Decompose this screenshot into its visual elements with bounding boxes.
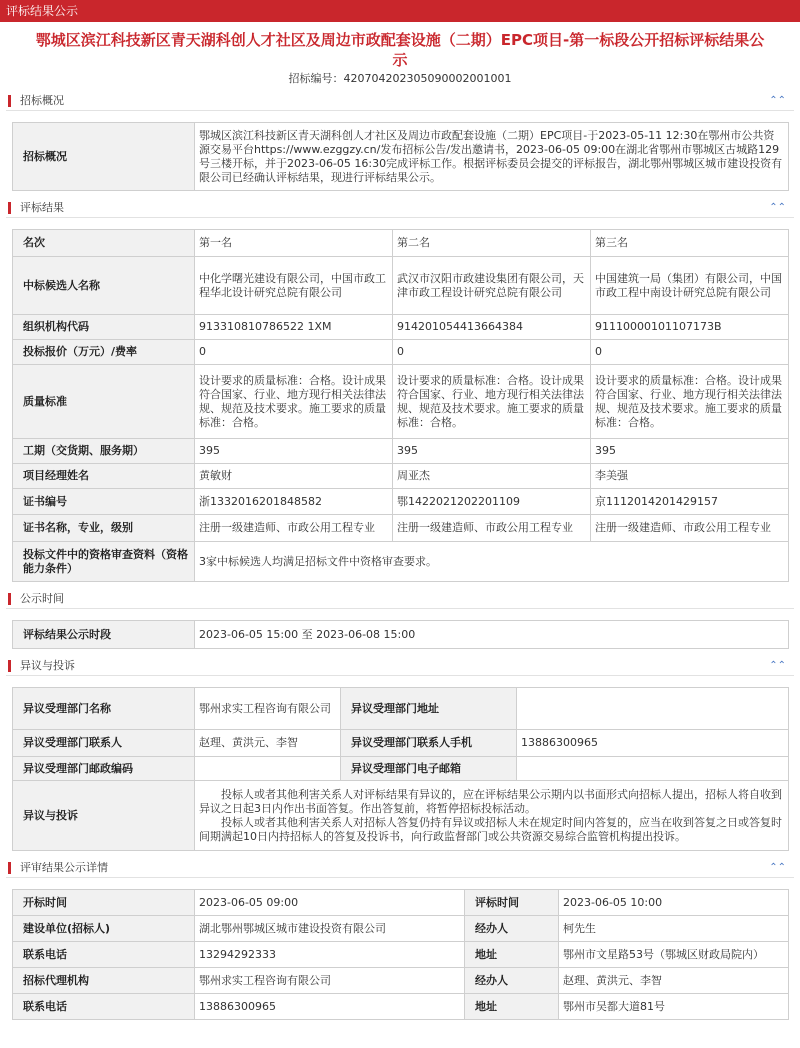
detail-label: 地址 <box>465 942 559 968</box>
table-row <box>13 942 789 968</box>
table-row <box>13 621 789 649</box>
table-row <box>13 730 789 757</box>
detail-label: 建设单位(招标人) <box>13 916 195 942</box>
row-label: 投标报价（万元）/费率 <box>13 340 195 365</box>
table-row <box>13 515 789 542</box>
cell-value: 京1112014201429157 <box>591 489 789 515</box>
page-title: 鄂城区滨江科技新区青天湖科创人才社区及周边市政配套设施（二期）EPC项目-第一标段公开招标评标结果公示 <box>35 31 765 69</box>
window-title: 评标结果公示 <box>6 4 79 18</box>
publicity-start: 2023-06-05 15:00 <box>199 627 299 641</box>
complaint-paragraph-1: 投标人或者其他利害关系人对评标结果有异议的，应在评标结果公示期内以书面形式向招标人提出，招标人将自收到异议之日起3日内作出书面答复。作出答复前，将暂停招标投标活动。 <box>199 787 782 815</box>
section-objection-header <box>6 656 794 676</box>
overview-table <box>12 122 789 191</box>
bid-number <box>0 71 800 87</box>
rank-header-label: 名次 <box>13 230 195 257</box>
cell-value: 浙1332016201848582 <box>195 489 393 515</box>
cell-value: 注册一级建造师、市政公用工程专业 <box>393 515 591 542</box>
double-chevron-up-icon[interactable]: ⌃⌃ <box>769 862 786 873</box>
section-marker <box>8 593 11 605</box>
cell-value: 注册一级建造师、市政公用工程专业 <box>591 515 789 542</box>
detail-value: 13294292333 <box>195 942 465 968</box>
contact-value: 赵理、黄洪元、李智 <box>195 730 341 757</box>
dept-name-label: 异议受理部门名称 <box>13 688 195 730</box>
cell-value: 914201054413664384 <box>393 315 591 340</box>
detail-label: 联系电话 <box>13 942 195 968</box>
complaint-text <box>195 781 789 851</box>
cell-value: 李美强 <box>591 464 789 489</box>
detail-value: 赵理、黄洪元、李智 <box>559 968 789 994</box>
table-row <box>13 365 789 439</box>
table-row <box>13 781 789 851</box>
publicity-period <box>195 621 789 649</box>
section-publicity-title: 公示时间 <box>20 592 64 605</box>
detail-label: 地址 <box>465 994 559 1020</box>
dept-addr-label: 异议受理部门地址 <box>341 688 517 730</box>
publicity-end: 2023-06-08 15:00 <box>316 627 416 641</box>
detail-label: 联系电话 <box>13 994 195 1020</box>
cell-value: 91110000101107173B <box>591 315 789 340</box>
publicity-table <box>12 620 789 649</box>
cell-value: 913310810786522 1XM <box>195 315 393 340</box>
section-results-header <box>6 198 794 218</box>
bid-number-value: 420704202305090002001001 <box>343 72 512 85</box>
dept-addr-value <box>517 688 789 730</box>
publicity-to: 至 <box>301 627 313 641</box>
table-header-row <box>13 230 789 257</box>
detail-label: 招标代理机构 <box>13 968 195 994</box>
row-label: 质量标准 <box>13 365 195 439</box>
detail-value: 13886300965 <box>195 994 465 1020</box>
table-row <box>13 489 789 515</box>
detail-value: 鄂州市文星路53号（鄂城区财政局院内） <box>559 942 789 968</box>
row-label: 证书编号 <box>13 489 195 515</box>
section-marker <box>8 95 11 107</box>
email-label: 异议受理部门电子邮箱 <box>341 757 517 781</box>
cell-value: 0 <box>195 340 393 365</box>
detail-value: 湖北鄂州鄂城区城市建设投资有限公司 <box>195 916 465 942</box>
double-chevron-up-icon[interactable]: ⌃⌃ <box>769 202 786 213</box>
section-details-title: 评审结果公示详情 <box>20 861 108 874</box>
cell-value: 鄂1422021202201109 <box>393 489 591 515</box>
double-chevron-up-icon[interactable]: ⌃⌃ <box>769 660 786 671</box>
cell-value: 395 <box>393 439 591 464</box>
postcode-value <box>195 757 341 781</box>
row-label: 工期（交货期、服务期） <box>13 439 195 464</box>
table-row <box>13 439 789 464</box>
detail-value: 柯先生 <box>559 916 789 942</box>
section-overview-header <box>6 91 794 111</box>
detail-value: 鄂州求实工程咨询有限公司 <box>195 968 465 994</box>
table-row <box>13 464 789 489</box>
row-label: 组织机构代码 <box>13 315 195 340</box>
cell-value: 设计要求的质量标准：合格。设计成果符合国家、行业、地方现行相关法律法规、规范及技术要求。施工要求的质量标准：合格。 <box>591 365 789 439</box>
objection-table <box>12 687 789 851</box>
table-row <box>13 257 789 315</box>
section-details-header <box>6 858 794 878</box>
row-label: 中标候选人名称 <box>13 257 195 315</box>
cell-value: 注册一级建造师、市政公用工程专业 <box>195 515 393 542</box>
cell-value: 395 <box>591 439 789 464</box>
table-row <box>13 890 789 916</box>
rank-1-header: 第一名 <box>195 230 393 257</box>
detail-label: 评标时间 <box>465 890 559 916</box>
table-row <box>13 315 789 340</box>
row-label: 证书名称，专业，级别 <box>13 515 195 542</box>
double-chevron-up-icon[interactable]: ⌃⌃ <box>769 95 786 106</box>
cell-value: 设计要求的质量标准：合格。设计成果符合国家、行业、地方现行相关法律法规、规范及技术要求。施工要求的质量标准：合格。 <box>393 365 591 439</box>
table-row <box>13 542 789 582</box>
cell-value: 0 <box>591 340 789 365</box>
detail-label: 经办人 <box>465 968 559 994</box>
cell-value: 设计要求的质量标准：合格。设计成果符合国家、行业、地方现行相关法律法规、规范及技术要求。施工要求的质量标准：合格。 <box>195 365 393 439</box>
detail-label: 开标时间 <box>13 890 195 916</box>
section-objection-title: 异议与投诉 <box>20 659 75 672</box>
section-marker <box>8 202 11 214</box>
section-publicity-header <box>6 589 794 609</box>
cell-value: 中化学曙光建设有限公司，中国市政工程华北设计研究总院有限公司 <box>195 257 393 315</box>
complaint-paragraph-2: 投标人或者其他利害关系人对招标人答复仍持有异议或招标人未在规定时间内答复的，应当在收到答复之日或答复时间期满起10日内持招标人的答复及投诉书，向行政监督部门或公共资源交易综合监管机构提出投诉。 <box>199 815 782 843</box>
row-label: 项目经理姓名 <box>13 464 195 489</box>
section-marker <box>8 862 11 874</box>
results-table <box>12 229 789 582</box>
section-overview-title: 招标概况 <box>20 94 64 107</box>
overview-label: 招标概况 <box>13 123 195 191</box>
mobile-value: 13886300965 <box>517 730 789 757</box>
cell-value: 周亚杰 <box>393 464 591 489</box>
bid-number-label: 招标编号： <box>288 72 344 85</box>
section-results-title: 评标结果 <box>20 201 64 214</box>
details-table <box>12 889 789 1020</box>
cell-value: 黄敏财 <box>195 464 393 489</box>
window-title-bar <box>0 0 800 22</box>
detail-label: 经办人 <box>465 916 559 942</box>
detail-value: 2023-06-05 09:00 <box>195 890 465 916</box>
detail-value: 鄂州市吴都大道81号 <box>559 994 789 1020</box>
rank-3-header: 第三名 <box>591 230 789 257</box>
publicity-label: 评标结果公示时段 <box>13 621 195 649</box>
complaint-label: 异议与投诉 <box>13 781 195 851</box>
table-row <box>13 994 789 1020</box>
email-value <box>517 757 789 781</box>
table-row <box>13 757 789 781</box>
detail-value: 2023-06-05 10:00 <box>559 890 789 916</box>
contact-label: 异议受理部门联系人 <box>13 730 195 757</box>
cell-value: 中国建筑一局（集团）有限公司，中国市政工程中南设计研究总院有限公司 <box>591 257 789 315</box>
qualification-value: 3家中标候选人均满足招标文件中资格审查要求。 <box>195 542 789 582</box>
cell-value: 0 <box>393 340 591 365</box>
cell-value: 武汉市汉阳市政建设集团有限公司，天津市政工程设计研究总院有限公司 <box>393 257 591 315</box>
postcode-label: 异议受理部门邮政编码 <box>13 757 195 781</box>
overview-text: 鄂城区滨江科技新区青天湖科创人才社区及周边市政配套设施（二期）EPC项目-于2023-05-11 12:30在鄂州市公共资源交易平台https://www.ezggzy.cn/发布招标公告/发出邀请书，2023-06-05 09:00在湖北省鄂州市鄂城区古城路129号三楼开标，并于2023-06-05 16:30完成评标工作。根据评标委员会提交的评标报告，湖北鄂州鄂城区城市建设投资有限公司已经确认评标结果，现进行评标结果公示。 <box>195 123 789 191</box>
table-row <box>13 340 789 365</box>
section-marker <box>8 660 11 672</box>
table-row <box>13 688 789 730</box>
table-row <box>13 123 789 191</box>
mobile-label: 异议受理部门联系人手机 <box>341 730 517 757</box>
table-row <box>13 968 789 994</box>
qualification-label: 投标文件中的资格审查资料（资格能力条件） <box>13 542 195 582</box>
dept-name-value: 鄂州求实工程咨询有限公司 <box>195 688 341 730</box>
rank-2-header: 第二名 <box>393 230 591 257</box>
table-row <box>13 916 789 942</box>
cell-value: 395 <box>195 439 393 464</box>
